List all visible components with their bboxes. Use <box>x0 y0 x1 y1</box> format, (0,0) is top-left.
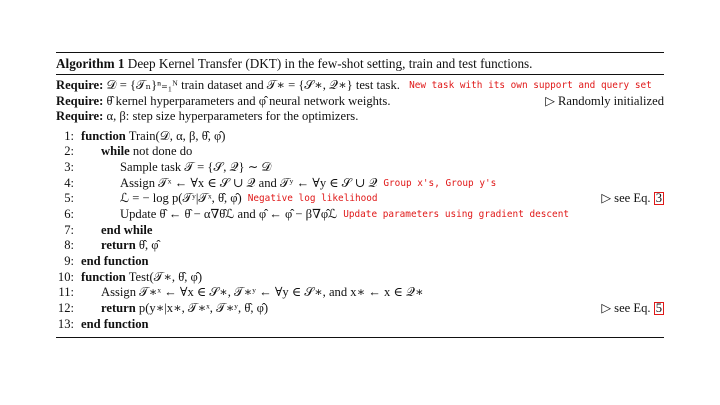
require-text: α, β: step size hyperparameters for the optimizers. <box>106 109 359 124</box>
line-body <box>81 238 159 254</box>
line-number: 8: <box>64 238 74 253</box>
algorithm-lines <box>56 125 664 337</box>
keyword: end function <box>81 254 149 269</box>
require-line <box>56 109 664 124</box>
algorithm-line <box>56 144 664 160</box>
line-text: not done do <box>132 144 193 159</box>
line-number: 7: <box>64 222 74 237</box>
line-body <box>81 144 192 160</box>
line-text: θ̂, φ̂ <box>138 238 159 253</box>
line-body <box>81 207 569 224</box>
line-text: Sample task 𝒯 = {𝒮, 𝒬} ∼ 𝒟 <box>120 159 272 174</box>
require-line <box>56 94 664 109</box>
require-text: θ̂ kernel hyperparameters and φ̂ neural network weights. <box>106 94 391 109</box>
algorithm-line <box>56 270 664 286</box>
keyword: function <box>81 269 126 284</box>
line-number: 1: <box>64 128 74 143</box>
comment-text: ▷ see Eq. <box>601 191 654 206</box>
line-text: Update θ̂ ← θ̂ − α∇θ̂ℒ and φ̂ ← φ̂ − β∇φ̂ℒ <box>120 207 338 222</box>
line-number: 5: <box>64 191 74 206</box>
line-number: 11: <box>58 285 74 300</box>
line-body <box>81 317 149 333</box>
keyword: end while <box>101 222 153 237</box>
equation-ref-link[interactable]: 3 <box>655 191 662 206</box>
requires-block <box>56 75 664 125</box>
caption-label: Algorithm 1 <box>56 56 125 71</box>
line-comment <box>601 191 664 207</box>
algorithm-line <box>56 160 664 176</box>
algorithm-line <box>56 301 664 317</box>
require-line <box>56 78 664 94</box>
line-body <box>81 191 378 208</box>
line-number: 10: <box>57 269 74 284</box>
line-text: ℒ = − log p(𝒯ʸ|𝒯ˣ, θ̂, φ̂) <box>120 191 242 206</box>
line-body <box>81 176 496 193</box>
line-body <box>81 285 424 301</box>
equation-ref-link[interactable]: 5 <box>655 301 662 316</box>
require-keyword: Require: <box>56 78 104 92</box>
algorithm-line <box>56 223 664 239</box>
line-body <box>81 129 225 145</box>
algorithm-line <box>56 176 664 192</box>
annotation-note: New task with its own support and query set <box>409 80 652 91</box>
annotation-note: Group x's, Group y's <box>383 177 497 189</box>
keyword: return <box>101 238 136 253</box>
caption-text: Deep Kernel Transfer (DKT) in the few-shot setting, train and test functions. <box>127 56 533 71</box>
line-comment <box>601 301 664 317</box>
line-comment: ▷ Randomly initialized <box>545 94 664 109</box>
comment-text: ▷ see Eq. <box>601 301 654 316</box>
keyword: return <box>101 301 136 316</box>
line-body <box>81 301 268 317</box>
bottom-rule <box>56 337 664 338</box>
keyword: function <box>81 128 126 143</box>
require-text: 𝒟 = {𝒯ₙ}ⁿ₌₁ᴺ train dataset and 𝒯∗ = {𝒮∗, 𝒬∗} test task. <box>106 78 400 92</box>
annotation-note: Negative log likelihood <box>247 193 378 205</box>
annotation-note: Update parameters using gradient descent <box>343 209 569 221</box>
algorithm-line <box>56 285 664 301</box>
line-text: Assign 𝒯ˣ ← ∀x ∈ 𝒮 ∪ 𝒬 and 𝒯ʸ ← ∀y ∈ 𝒮 ∪ 𝒬 <box>120 175 378 190</box>
algorithm-line <box>56 238 664 254</box>
line-number: 12: <box>57 301 74 316</box>
line-body <box>81 254 149 270</box>
require-keyword: Require: <box>56 94 104 109</box>
algorithm-line <box>56 254 664 270</box>
line-text: Test(𝒯∗, θ̂, φ̂) <box>128 269 203 284</box>
keyword: while <box>101 144 130 159</box>
line-body <box>81 223 152 239</box>
algorithm-line <box>56 191 664 207</box>
keyword: end function <box>81 316 149 331</box>
line-body <box>81 270 202 286</box>
line-number: 2: <box>64 144 74 159</box>
line-number: 3: <box>64 159 74 174</box>
line-text: p(y∗|x∗, 𝒯∗ˣ, 𝒯∗ʸ, θ̂, φ̂) <box>138 301 269 316</box>
line-text: Train(𝒟, α, β, θ̂, φ̂) <box>128 128 226 143</box>
algorithm-line <box>56 129 664 145</box>
line-number: 6: <box>64 207 74 222</box>
algorithm-block <box>56 52 664 338</box>
algorithm-caption <box>56 53 664 74</box>
line-text: Assign 𝒯∗ˣ ← ∀x ∈ 𝒮∗, 𝒯∗ʸ ← ∀y ∈ 𝒮∗, and x∗ ← x ∈ 𝒬∗ <box>101 285 424 300</box>
line-number: 4: <box>64 175 74 190</box>
algorithm-line <box>56 207 664 223</box>
line-number: 9: <box>64 254 74 269</box>
line-body <box>81 160 271 176</box>
line-number: 13: <box>57 316 74 331</box>
algorithm-line <box>56 317 664 333</box>
require-keyword: Require: <box>56 109 104 124</box>
